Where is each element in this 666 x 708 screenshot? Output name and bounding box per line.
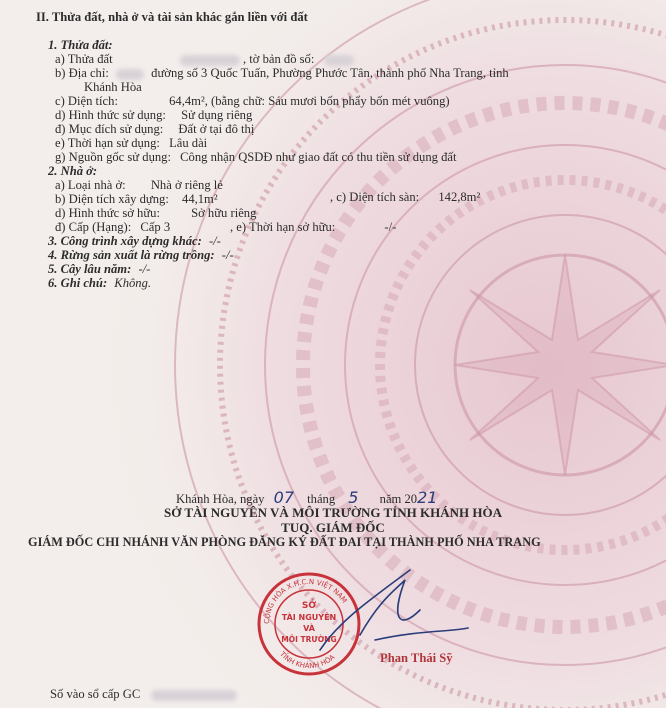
director-title: GIÁM ĐỐC CHI NHÁNH VĂN PHÒNG ĐĂNG KÝ ĐẤT ĐAI TẠI THÀNH PHỐ NHA TRANG [28,535,541,549]
land-area-label: c) Diện tích: [55,94,118,108]
other-works-row [48,234,221,248]
land-heading: 1. Thửa đất: [48,38,113,52]
land-purpose-label: đ) Mục đích sử dụng: [55,122,164,136]
land-address-value: đường số 3 Quốc Tuấn, Phường Phước Tân, thành phố Nha Trang, tỉnh [151,66,509,80]
redacted-register-number [151,690,237,701]
forest-label: 4. Rừng sản xuất là rừng trồng: [48,248,215,262]
note-value: Không. [114,276,152,290]
land-address-row [55,66,509,80]
date-day-handwritten: 07 [273,488,294,507]
other-works-value: -/- [208,234,221,248]
date-line [176,488,438,507]
perennial-row [48,262,150,276]
house-floor-area-row [330,190,480,204]
land-usage-form-row [55,108,252,122]
date-place-label: Khánh Hòa, ngày [176,492,265,506]
land-usage-form-value: Sử dụng riêng [181,108,253,122]
house-ownership-value: Sở hữu riêng [191,206,257,220]
other-works-label: 3. Công trình xây dựng khác: [48,234,202,248]
stamp-line-2: TÀI NGUYÊN [281,613,337,622]
footer-register-label: Số vào sổ cấp GC [50,687,141,701]
house-heading: 2. Nhà ở: [48,164,98,178]
house-build-area-label: b) Diện tích xây dựng: [55,192,169,206]
house-build-area-row [55,192,218,206]
land-usage-form-label: d) Hình thức sử dụng: [55,108,166,122]
forest-value: -/- [221,248,234,262]
land-area-value: 64,4m², (bằng chữ: Sáu mươi bốn phẩy bốn mét vuông) [169,94,450,108]
date-year-label: năm 20 [379,492,418,506]
footer-register-row [50,687,237,701]
redacted-map-sheet [324,55,354,66]
land-address-label: b) Địa chỉ: [55,66,109,80]
land-parcel-row [55,52,354,66]
handwritten-signature [300,560,470,660]
land-origin-label: g) Nguồn gốc sử dụng: [55,150,171,164]
stamp-ring-top: CỘNG HÒA X.H.C.N VIỆT NAM [262,577,349,625]
house-term-label: , e) Thời hạn sở hữu: [230,220,336,234]
house-term-value: -/- [384,220,397,234]
house-floor-area-value: 142,8m² [438,190,481,204]
date-month-label: tháng [307,492,336,506]
land-parcel-label: a) Thửa đất [55,52,113,66]
map-sheet-label: , tờ bản đồ số: [242,52,315,66]
redacted-house-number [116,69,144,80]
stamp-ring-bottom: TỈNH KHÁNH HÒA [278,650,337,671]
land-origin-row [55,150,456,164]
date-month-handwritten: 5 [348,488,359,507]
stamp-line-4: MÔI TRƯỜNG [281,635,337,644]
house-grade-row [55,220,170,234]
land-purpose-value: Đất ở tại đô thị [178,122,255,136]
signer-name: Phan Thái Sỹ [380,651,453,665]
land-address-cont: Khánh Hòa [84,80,142,94]
house-type-value: Nhà ở riêng lẻ [150,178,223,192]
house-type-row [55,178,223,192]
house-floor-area-label: , c) Diện tích sàn: [330,190,420,204]
house-type-label: a) Loại nhà ở: [55,178,126,192]
land-term-row [55,136,207,150]
house-grade-label: đ) Cấp (Hạng): [55,220,132,234]
on-behalf-title: TUQ. GIÁM ĐỐC [281,520,385,535]
note-row [48,276,151,290]
perennial-label: 5. Cây lâu năm: [48,262,132,276]
department-title: SỞ TÀI NGUYÊN VÀ MÔI TRƯỜNG TỈNH KHÁNH HÒA [163,505,503,520]
forest-row [48,248,234,262]
house-ownership-row [55,206,256,220]
land-purpose-row [55,122,254,136]
house-ownership-label: d) Hình thức sở hữu: [55,206,160,220]
note-label: 6. Ghi chú: [48,276,108,290]
land-term-value: Lâu dài [169,136,208,150]
stamp-line-1: SỞ [301,601,317,611]
date-year-handwritten: 21 [417,488,438,507]
stamp-line-3: VÀ [303,624,315,633]
perennial-value: -/- [138,262,151,276]
section-title: II. Thửa đất, nhà ở và tài sản khác gắn liền với đất [36,10,308,24]
land-origin-value: Công nhận QSDĐ như giao đất có thu tiền sử dụng đất [180,150,457,164]
land-area-row [55,94,450,108]
house-build-area-value: 44,1m² [182,192,218,206]
land-term-label: e) Thời hạn sử dụng: [55,136,160,150]
house-term-row [230,220,396,234]
house-grade-value: Cấp 3 [140,220,171,234]
redacted-parcel-number [180,55,240,66]
